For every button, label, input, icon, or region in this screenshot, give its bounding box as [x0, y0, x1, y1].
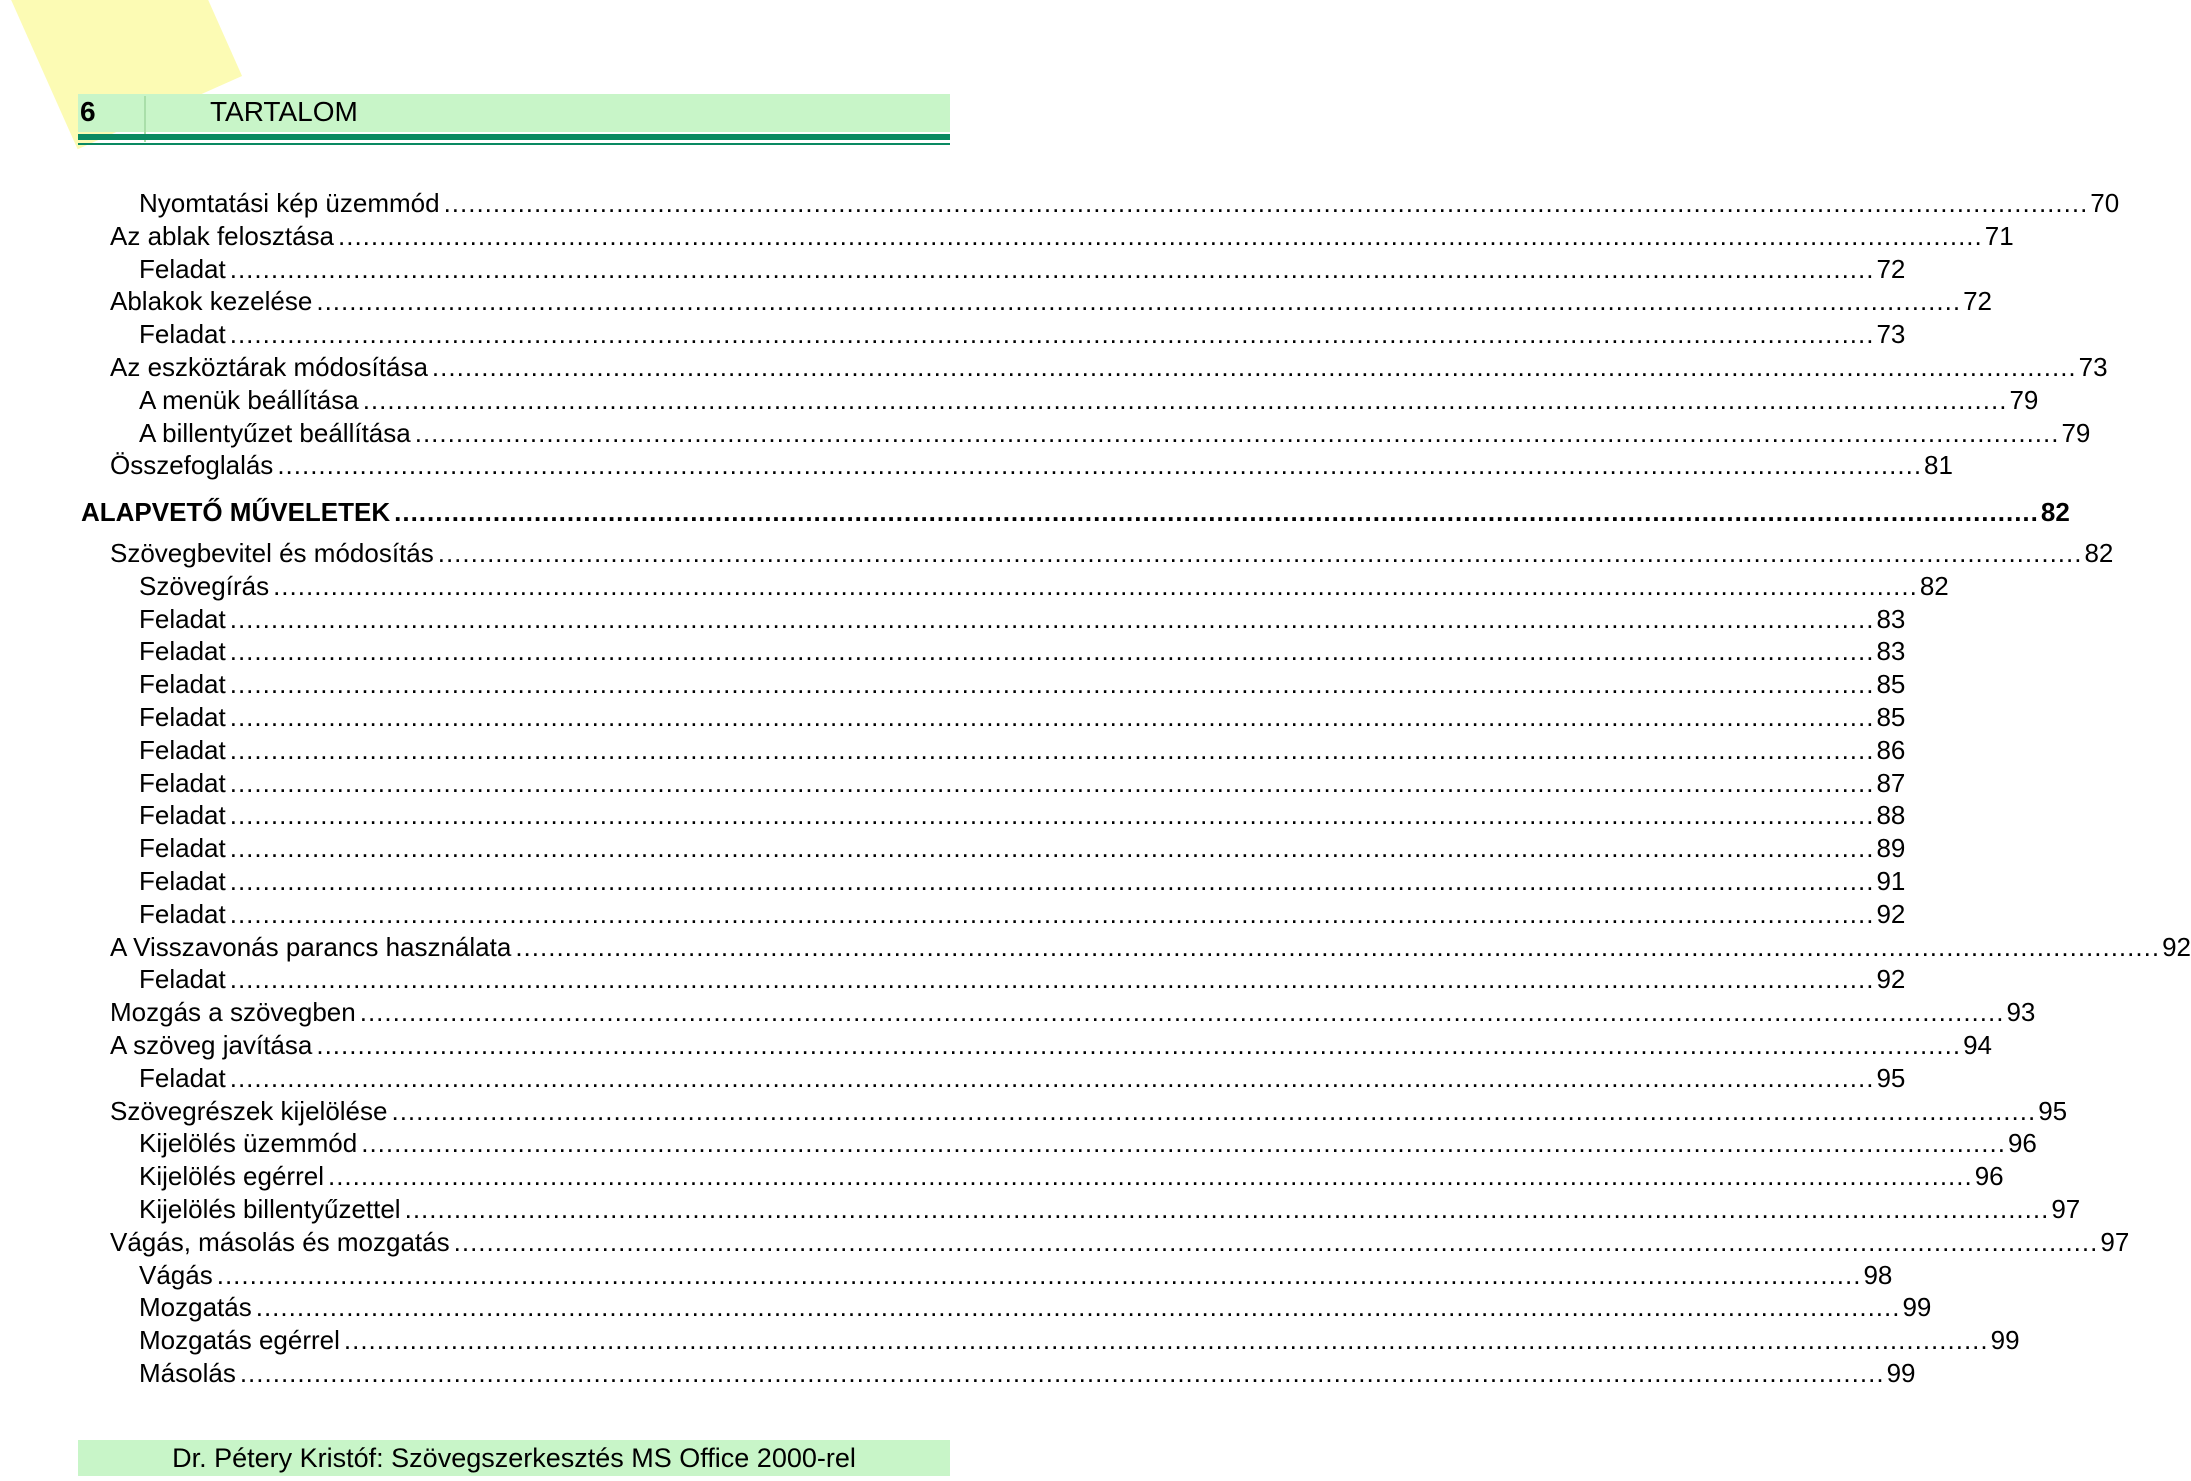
toc-dot-leader: ........................................................................................................................................................................................................ — [338, 220, 1983, 251]
toc-entry-title: Mozgatás egérrel — [139, 1325, 340, 1356]
toc-entry-title: A szöveg javítása — [110, 1030, 313, 1060]
toc-entry-page: 96 — [1974, 1161, 2004, 1192]
toc-dot-leader: ........................................................................................................................................................................................................ — [239, 1358, 1885, 1388]
toc-entry — [110, 1226, 2130, 1258]
toc-entry-title: Feladat — [139, 603, 226, 634]
toc-entry-title: Feladat — [139, 964, 226, 995]
toc-entry-page: 72 — [1876, 253, 1906, 284]
toc-entry — [139, 253, 1906, 285]
toc-entry-title: Az eszköztárak módosítása — [110, 352, 428, 382]
toc-entry-title: Feladat — [139, 833, 226, 864]
toc-entry-title: A billentyűzet beállítása — [139, 417, 411, 448]
toc-entry-title: Kijelölés billentyűzettel — [139, 1194, 401, 1224]
toc-entry-title: Szövegrészek kijelölése — [110, 1095, 388, 1126]
toc-entry-page: 82 — [2084, 538, 2114, 568]
toc-entry — [139, 1193, 2081, 1225]
header-rule-thin — [78, 143, 950, 145]
toc-entry — [110, 449, 1953, 481]
toc-entry-title: Feladat — [139, 767, 226, 798]
toc-entry-page: 94 — [1963, 1030, 1992, 1060]
toc-entry — [139, 384, 2039, 416]
toc-entry-page: 96 — [2007, 1128, 2037, 1159]
toc-entry-page: 71 — [1984, 220, 2014, 251]
toc-dot-leader: ........................................................................................................................................................................................................ — [362, 384, 2008, 415]
toc-entry — [110, 537, 2114, 569]
toc-entry-title: Feladat — [139, 319, 226, 350]
toc-entry-page: 92 — [1876, 964, 1906, 995]
toc-entry-page: 87 — [1876, 767, 1906, 798]
toc-entry-page: 73 — [2078, 352, 2108, 382]
toc-entry — [139, 1127, 2037, 1159]
toc-dot-leader: ........................................................................................................................................................................................................ — [316, 1030, 1962, 1060]
toc-entry — [110, 996, 2036, 1028]
toc-entry-title: Feladat — [139, 702, 226, 732]
toc-entry-page: 89 — [1876, 833, 1906, 864]
toc-entry-page: 79 — [2061, 417, 2091, 448]
toc-entry — [139, 799, 1906, 831]
toc-entry-title: Feladat — [139, 1062, 226, 1093]
toc-entry-page: 70 — [2090, 188, 2120, 218]
toc-entry — [110, 1095, 2068, 1127]
toc-entry-title: Vágás, másolás és mozgatás — [110, 1226, 450, 1257]
toc-entry-page: 88 — [1876, 800, 1906, 831]
toc-entry-page: 92 — [1876, 898, 1906, 929]
toc-entry-page: 99 — [1990, 1325, 2020, 1356]
toc-entry-page: 83 — [1876, 603, 1906, 634]
toc-dot-leader: ........................................................................................................................................................................................................ — [229, 833, 1875, 864]
toc-entry-title: Feladat — [139, 800, 226, 831]
toc-chapter-entry — [81, 496, 2070, 528]
footer-text: Dr. Pétery Kristóf: Szövegszerkesztés MS Office 2000-rel — [172, 1443, 856, 1473]
toc-dot-leader: ........................................................................................................................................................................................................ — [431, 352, 2077, 382]
toc-entry — [139, 1291, 1932, 1323]
toc-entry-title: A menük beállítása — [139, 384, 359, 415]
toc-entry-title: A Visszavonás parancs használata — [110, 931, 512, 962]
toc-dot-leader: ........................................................................................................................................................................................................ — [216, 1259, 1862, 1290]
toc-dot-leader: ........................................................................................................................................................................................................ — [327, 1161, 1973, 1192]
toc-entry-page: 86 — [1876, 734, 1906, 765]
toc-entry-page: 97 — [2051, 1194, 2081, 1224]
toc-entry — [110, 220, 2014, 252]
toc-entry-title: Szövegbevitel és módosítás — [110, 538, 434, 568]
toc-entry-title: Feladat — [139, 866, 226, 896]
toc-dot-leader: ........................................................................................................................................................................................................ — [229, 253, 1875, 284]
toc-entry — [139, 1324, 2020, 1356]
toc-entry-title: Ablakok kezelése — [110, 286, 313, 317]
toc-entry — [139, 1062, 1906, 1094]
toc-entry — [139, 187, 2120, 219]
toc-entry — [139, 701, 1906, 733]
toc-entry-page: 93 — [2006, 997, 2036, 1028]
toc-entry — [139, 865, 1906, 897]
section-title: TARTALOM — [210, 96, 358, 127]
toc-entry-page: 82 — [2040, 497, 2070, 528]
toc-entry — [139, 832, 1906, 864]
toc-dot-leader: ........................................................................................................................................................................................................ — [277, 450, 1923, 481]
toc-entry-page: 99 — [1902, 1292, 1932, 1323]
toc-dot-leader: ........................................................................................................................................................................................................ — [273, 570, 1918, 601]
header-band — [78, 94, 950, 132]
toc-dot-leader: ........................................................................................................................................................................................................ — [229, 669, 1875, 700]
toc-entry-page: 79 — [2009, 384, 2039, 415]
toc-entry — [110, 931, 2191, 963]
toc-dot-leader: ........................................................................................................................................................................................................ — [361, 1128, 2006, 1159]
toc-dot-leader: ........................................................................................................................................................................................................ — [229, 603, 1875, 634]
toc-entry — [139, 1160, 2004, 1192]
toc-entry-page: 95 — [2038, 1095, 2068, 1126]
toc-entry-title: Nyomtatási kép üzemmód — [139, 188, 440, 218]
toc-entry — [139, 417, 2091, 449]
page-number: 6 — [80, 96, 96, 127]
toc-dot-leader: ........................................................................................................................................................................................................ — [229, 800, 1875, 831]
toc-entry-page: 85 — [1876, 669, 1906, 700]
toc-dot-leader: ........................................................................................................................................................................................................ — [316, 286, 1962, 317]
toc-dot-leader: ........................................................................................................................................................................................................ — [229, 964, 1875, 995]
toc-dot-leader: ........................................................................................................................................................................................................ — [515, 931, 2161, 962]
toc-entry-title: Feladat — [139, 734, 226, 765]
toc-entry — [139, 1357, 1916, 1389]
toc-entry-page: 95 — [1876, 1062, 1906, 1093]
toc-entry-page: 85 — [1876, 702, 1906, 732]
toc-entry-title: Mozgatás — [139, 1292, 252, 1323]
toc-dot-leader: ........................................................................................................................................................................................................ — [229, 866, 1875, 896]
header-rule-thick — [78, 134, 950, 140]
toc-entry-title: Összefoglalás — [110, 450, 274, 481]
toc-entry — [139, 635, 1906, 667]
toc-dot-leader: ........................................................................................................................................................................................................ — [229, 898, 1875, 929]
toc-dot-leader: ........................................................................................................................................................................................................ — [229, 636, 1875, 667]
toc-entry — [110, 351, 2108, 383]
toc-entry — [139, 570, 1949, 602]
toc-dot-leader: ........................................................................................................................................................................................................ — [343, 1325, 1989, 1356]
toc-dot-leader: ........................................................................................................................................................................................................ — [229, 734, 1875, 765]
toc-entry-page: 97 — [2100, 1226, 2130, 1257]
toc-entry-page: 91 — [1876, 866, 1906, 896]
toc-entry-title: Feladat — [139, 636, 226, 667]
toc-entry — [110, 285, 1992, 317]
toc-entry — [139, 603, 1906, 635]
toc-dot-leader: ........................................................................................................................................................................................................ — [394, 497, 2039, 528]
toc-entry — [139, 898, 1906, 930]
toc-dot-leader: ........................................................................................................................................................................................................ — [391, 1095, 2037, 1126]
toc-entry — [139, 318, 1906, 350]
toc-entry-title: Vágás — [139, 1259, 213, 1290]
toc-dot-leader: ........................................................................................................................................................................................................ — [443, 188, 2089, 218]
toc-entry — [139, 963, 1906, 995]
toc-dot-leader: ........................................................................................................................................................................................................ — [229, 702, 1875, 732]
toc-entry-title: Kijelölés egérrel — [139, 1161, 324, 1192]
toc-dot-leader: ........................................................................................................................................................................................................ — [255, 1292, 1901, 1323]
toc-entry — [110, 1029, 1992, 1061]
toc-entry-page: 83 — [1876, 636, 1906, 667]
toc-entry-title: Mozgás a szövegben — [110, 997, 356, 1028]
toc-entry — [139, 767, 1906, 799]
toc-entry-title: Az ablak felosztása — [110, 220, 335, 251]
toc-entry-title: Másolás — [139, 1358, 236, 1388]
toc-entry-title: Feladat — [139, 898, 226, 929]
toc-entry — [139, 668, 1906, 700]
toc-entry-title: Feladat — [139, 253, 226, 284]
toc-entry-page: 72 — [1963, 286, 1992, 317]
toc-entry-page: 99 — [1886, 1358, 1916, 1388]
toc-entry-title: ALAPVETŐ MŰVELETEK — [81, 497, 391, 528]
toc-entry-page: 98 — [1863, 1259, 1893, 1290]
toc-dot-leader: ........................................................................................................................................................................................................ — [437, 538, 2083, 568]
toc-entry-title: Szövegírás — [139, 570, 270, 601]
toc-entry-page: 73 — [1876, 319, 1906, 350]
toc-dot-leader: ........................................................................................................................................................................................................ — [229, 319, 1875, 350]
toc-entry-title: Feladat — [139, 669, 226, 700]
toc-entry-page: 82 — [1919, 570, 1949, 601]
toc-dot-leader: ........................................................................................................................................................................................................ — [229, 1062, 1875, 1093]
toc-entry-title: Kijelölés üzemmód — [139, 1128, 358, 1159]
toc-dot-leader: ........................................................................................................................................................................................................ — [414, 417, 2060, 448]
toc-entry — [139, 1259, 1893, 1291]
toc-dot-leader: ........................................................................................................................................................................................................ — [404, 1194, 2050, 1224]
toc-dot-leader: ........................................................................................................................................................................................................ — [229, 767, 1875, 798]
toc-entry-page: 92 — [2162, 931, 2191, 962]
toc-dot-leader: ........................................................................................................................................................................................................ — [453, 1226, 2099, 1257]
toc-dot-leader: ........................................................................................................................................................................................................ — [359, 997, 2005, 1028]
toc-entry — [139, 734, 1906, 766]
toc-entry-page: 81 — [1924, 450, 1953, 481]
